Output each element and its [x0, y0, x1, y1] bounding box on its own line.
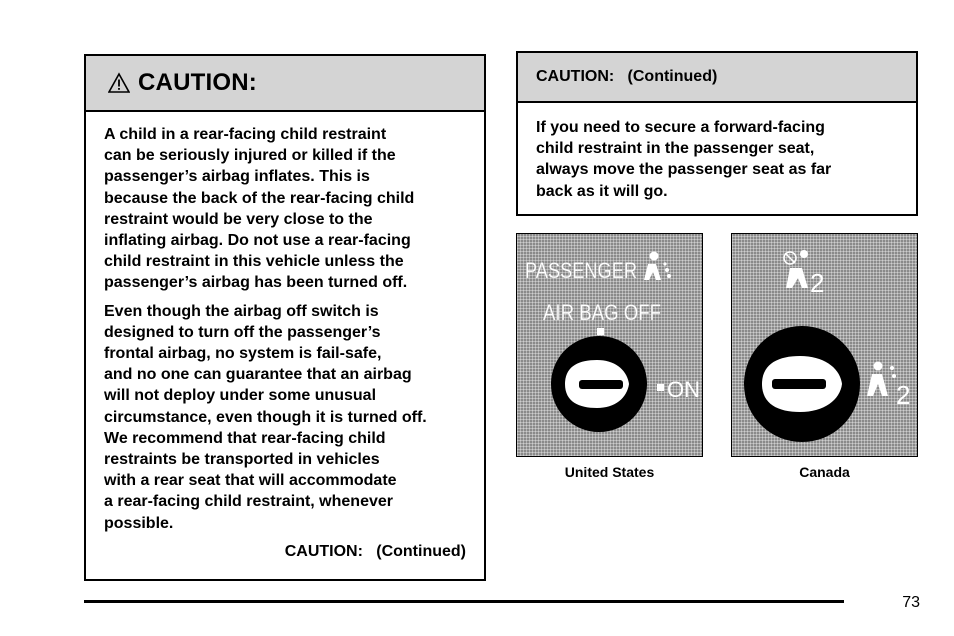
canada-airbag-switch-figure: [731, 233, 918, 457]
us-figure-caption: United States: [564, 464, 655, 480]
key-slot: [579, 380, 623, 389]
caution-continued-body: [518, 103, 916, 202]
us-airbag-off-label: AIR BAG OFF: [543, 300, 661, 325]
warning-triangle-icon: [108, 72, 130, 94]
caution-paragraph-2: Even though the airbag off switch is designed to turn off the passenger’s frontal airbag, no system is fail-safe, and no one can guarantee that an airbag will not deploy under some unusual circumstance, even though it is turned off. We recommend that rear-facing child restraints be transported in vehicles with a rear seat that will accommodate a rear-facing child restraint, whenever possible.: [104, 302, 427, 532]
caution-paragraph-1: A child in a rear-facing child restraint can be seriously injured or killed if the passenger’s airbag inflates. This is because the back of the rear-facing child restraint would be very close to the inflating airbag. Do not use a rear-facing child restraint in this vehicle unless the passenger’s airbag has been turned off.: [104, 126, 415, 292]
us-on-label: ON: [667, 377, 700, 402]
caution-box-left: [84, 54, 486, 581]
on-indicator-light: [657, 384, 664, 391]
airbag-on-symbol-icon: [867, 362, 910, 411]
canada-fraction-label-bottom: 2: [896, 380, 911, 410]
caution-continued-header: [518, 53, 916, 103]
us-passenger-label: PASSENGER: [525, 258, 637, 283]
caution-continued-paragraph: If you need to secure a forward-facing child restraint in the passenger seat, always move the passenger seat as far back as it will go.: [536, 119, 832, 200]
caution-continued-label: CAUTION: (Continued): [284, 542, 466, 560]
footer-rule: [84, 600, 844, 603]
airbag-off-symbol-icon: [784, 250, 824, 298]
caution-continued-title: CAUTION: (Continued): [536, 68, 718, 85]
canada-switch-illustration: [732, 234, 918, 457]
us-switch-illustration: [517, 234, 703, 457]
caution-body: [86, 112, 484, 562]
canada-figure-caption: Canada: [799, 464, 850, 480]
canada-fraction-label-top: 2: [810, 268, 825, 298]
caution-header: [86, 56, 484, 112]
key-slot: [772, 379, 826, 389]
page-number: 73: [902, 594, 920, 611]
us-airbag-switch-figure: [516, 233, 703, 457]
airbag-passenger-icon: [644, 252, 671, 281]
off-indicator-light: [597, 328, 604, 335]
caution-title: CAUTION:: [138, 69, 257, 96]
caution-box-right: [516, 51, 918, 216]
